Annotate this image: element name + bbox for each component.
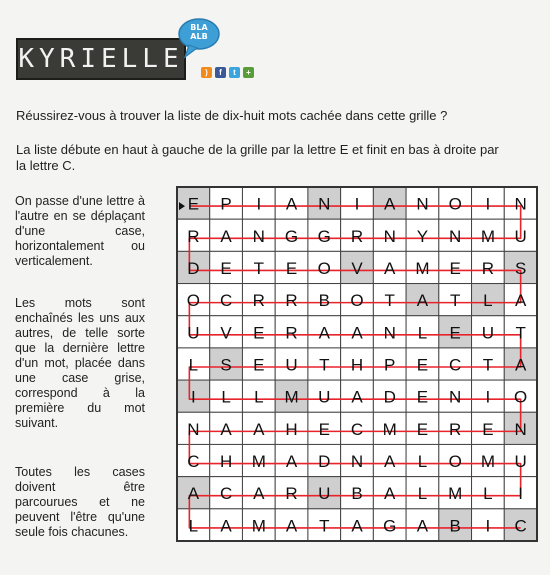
grid-letter: T	[253, 258, 265, 278]
grid-letter: O	[448, 194, 462, 214]
grid-letter: N	[514, 419, 527, 439]
grid-letter: U	[318, 387, 331, 407]
grid-letter: V	[351, 258, 363, 278]
grid-letter: V	[220, 323, 232, 343]
intro-rule-line-2: la lettre C.	[16, 158, 76, 173]
grid-letter: E	[187, 194, 200, 214]
grid-letter: U	[514, 226, 527, 246]
instructions-p2: Les mots sont enchaînés les uns aux autres, de telle sorte que la dernière lettre d'un mot, placée dans une case grise, correspond à la première du mot suivant.	[15, 296, 145, 430]
grid-letter: A	[416, 516, 429, 536]
grid-letter: B	[318, 291, 330, 311]
grid-letter: N	[350, 452, 364, 472]
grid-letter: E	[416, 419, 429, 439]
grid-letter: L	[483, 291, 493, 311]
grid-letter: B	[449, 516, 461, 536]
grid-letter: E	[449, 323, 461, 343]
grid-letter: T	[319, 355, 330, 375]
grid-letter: T	[384, 291, 395, 311]
grid-letter: L	[188, 355, 199, 375]
twitter-icon[interactable]: t	[229, 67, 240, 78]
grid-letter: A	[285, 516, 298, 536]
instructions-coverage	[15, 465, 145, 540]
grid-letter: A	[384, 194, 396, 214]
grid-letter: H	[219, 452, 233, 472]
grid-letter: N	[514, 194, 527, 214]
grid-letter: I	[485, 516, 491, 536]
grid-letter: E	[416, 355, 429, 375]
grid-letter: R	[187, 226, 200, 246]
grid-letter: T	[449, 291, 461, 311]
grid-letter: N	[383, 323, 396, 343]
grid-letter: E	[449, 258, 461, 278]
grid-letter: O	[186, 291, 200, 311]
grid-letter: A	[318, 323, 330, 343]
grid-letter: M	[448, 484, 463, 504]
word-grid[interactable]	[176, 186, 538, 542]
grid-letter: T	[515, 323, 526, 343]
grid-letter: C	[187, 452, 200, 472]
grid-letter: G	[284, 226, 299, 246]
grid-letter: M	[382, 419, 397, 439]
grid-letter: N	[318, 194, 331, 214]
grid-letter: A	[351, 516, 363, 536]
grid-letter: R	[285, 323, 298, 343]
grid-letter: R	[350, 226, 364, 246]
grid-letter: M	[251, 452, 266, 472]
grid-letter: A	[220, 419, 232, 439]
grid-letter: A	[285, 452, 298, 472]
grid-letter: L	[417, 484, 428, 504]
grid-letter: N	[416, 194, 429, 214]
kyrielle-logo[interactable]	[16, 38, 186, 80]
grid-letter: I	[190, 387, 196, 407]
grid-letter: E	[318, 419, 330, 439]
grid-letter: E	[253, 355, 265, 375]
grid-letter: L	[417, 323, 428, 343]
grid-letter: E	[285, 258, 298, 278]
grid-letter: U	[481, 323, 495, 343]
bubble-text	[177, 23, 221, 41]
grid-letter: O	[350, 291, 364, 311]
grid-letter: I	[485, 194, 491, 214]
logo-text: KYRIELLE	[18, 44, 184, 74]
grid-letter: O	[317, 258, 331, 278]
grid-letter: C	[219, 484, 233, 504]
grid-letter: I	[485, 387, 491, 407]
grid-letter: N	[252, 226, 265, 246]
grid-letter: H	[285, 419, 298, 439]
grid-letter: R	[449, 419, 462, 439]
grid-letter: E	[220, 258, 232, 278]
grid-letter: E	[482, 419, 494, 439]
grid-letter: U	[285, 355, 298, 375]
grid-letter: S	[220, 355, 232, 375]
grid-letter: T	[319, 516, 330, 536]
grid-letter: U	[514, 452, 527, 472]
grid-letter: M	[480, 452, 495, 472]
grid-letter: C	[350, 419, 364, 439]
grid-letter: A	[351, 323, 363, 343]
grid-letter: A	[253, 419, 265, 439]
grid-letter: M	[415, 258, 430, 278]
grid-letter: S	[514, 258, 527, 278]
grid-letter: A	[220, 226, 232, 246]
bubble-line-2: ALB	[190, 32, 208, 41]
grid-letter: R	[285, 291, 298, 311]
bla-bubble-icon[interactable]	[177, 17, 221, 59]
grid-letter: A	[384, 484, 396, 504]
grid-letter: Y	[416, 226, 429, 246]
grid-letter: N	[449, 387, 462, 407]
grid-letter: A	[384, 452, 396, 472]
intro-rule-line-1: La liste débute en haut à gauche de la grille par la lettre E et finit en bas à droite par	[16, 142, 499, 157]
grid-letter: E	[253, 323, 265, 343]
grid-letter: A	[253, 484, 265, 504]
grid-letter: B	[351, 484, 363, 504]
grid-letter: D	[187, 258, 200, 278]
rss-icon[interactable]: )	[201, 67, 212, 78]
grid-letter: P	[220, 194, 232, 214]
grid-letter: O	[514, 387, 528, 407]
grid-letter: M	[480, 226, 495, 246]
grid-letter: N	[449, 226, 462, 246]
grid-letter: A	[514, 355, 527, 375]
instructions-p3: Toutes les cases doivent être parcourues et ne peuvent l'être qu'une seule fois chacunes.	[15, 465, 145, 539]
grid-letter: G	[383, 516, 397, 536]
grid-letter: L	[254, 387, 264, 407]
grid-letter: C	[219, 291, 233, 311]
grid-letter: U	[187, 323, 200, 343]
share-icon[interactable]: +	[243, 67, 254, 78]
grid-letter: A	[187, 484, 200, 504]
grid-letter: I	[354, 194, 360, 214]
facebook-icon[interactable]: f	[215, 67, 226, 78]
grid-letter: O	[448, 452, 462, 472]
grid-letter: L	[188, 516, 199, 536]
grid-letter: E	[416, 387, 429, 407]
grid-letter: R	[252, 291, 265, 311]
grid-letter: R	[285, 484, 298, 504]
grid-letter: M	[251, 516, 266, 536]
grid-letter: R	[481, 258, 495, 278]
grid-letter: D	[318, 452, 331, 472]
grid-letter: H	[350, 355, 364, 375]
bubble-line-1: BLA	[190, 23, 208, 32]
grid-letter: P	[384, 355, 396, 375]
social-links	[201, 67, 254, 78]
grid-letter: N	[383, 226, 396, 246]
grid-letter: C	[514, 516, 527, 536]
grid-letter: I	[256, 194, 262, 214]
grid-letter: A	[285, 194, 298, 214]
grid-letter: D	[383, 387, 396, 407]
instructions-moves	[15, 194, 145, 269]
grid-letter: N	[187, 419, 200, 439]
instructions-chaining	[15, 296, 145, 431]
grid-letter: I	[518, 484, 524, 504]
grid-letter: U	[318, 484, 331, 504]
instructions-p1: On passe d'une lettre à l'autre en se déplaçant d'une case, horizontalement ou verticalement.	[15, 194, 145, 268]
grid-letter: L	[417, 452, 428, 472]
grid-letter: A	[351, 387, 363, 407]
grid-letter: A	[514, 291, 527, 311]
grid-letter: L	[483, 484, 493, 504]
grid-letter: M	[284, 387, 299, 407]
grid-letter: T	[482, 355, 494, 375]
grid-letter: A	[220, 516, 232, 536]
grid-letter: A	[384, 258, 396, 278]
grid-letter: C	[449, 355, 462, 375]
grid-letter: L	[221, 387, 231, 407]
grid-letter: A	[416, 291, 429, 311]
intro-question: Réussirez-vous à trouver la liste de dix-huit mots cachée dans cette grille ?	[16, 108, 448, 123]
grid-letter: G	[317, 226, 331, 246]
